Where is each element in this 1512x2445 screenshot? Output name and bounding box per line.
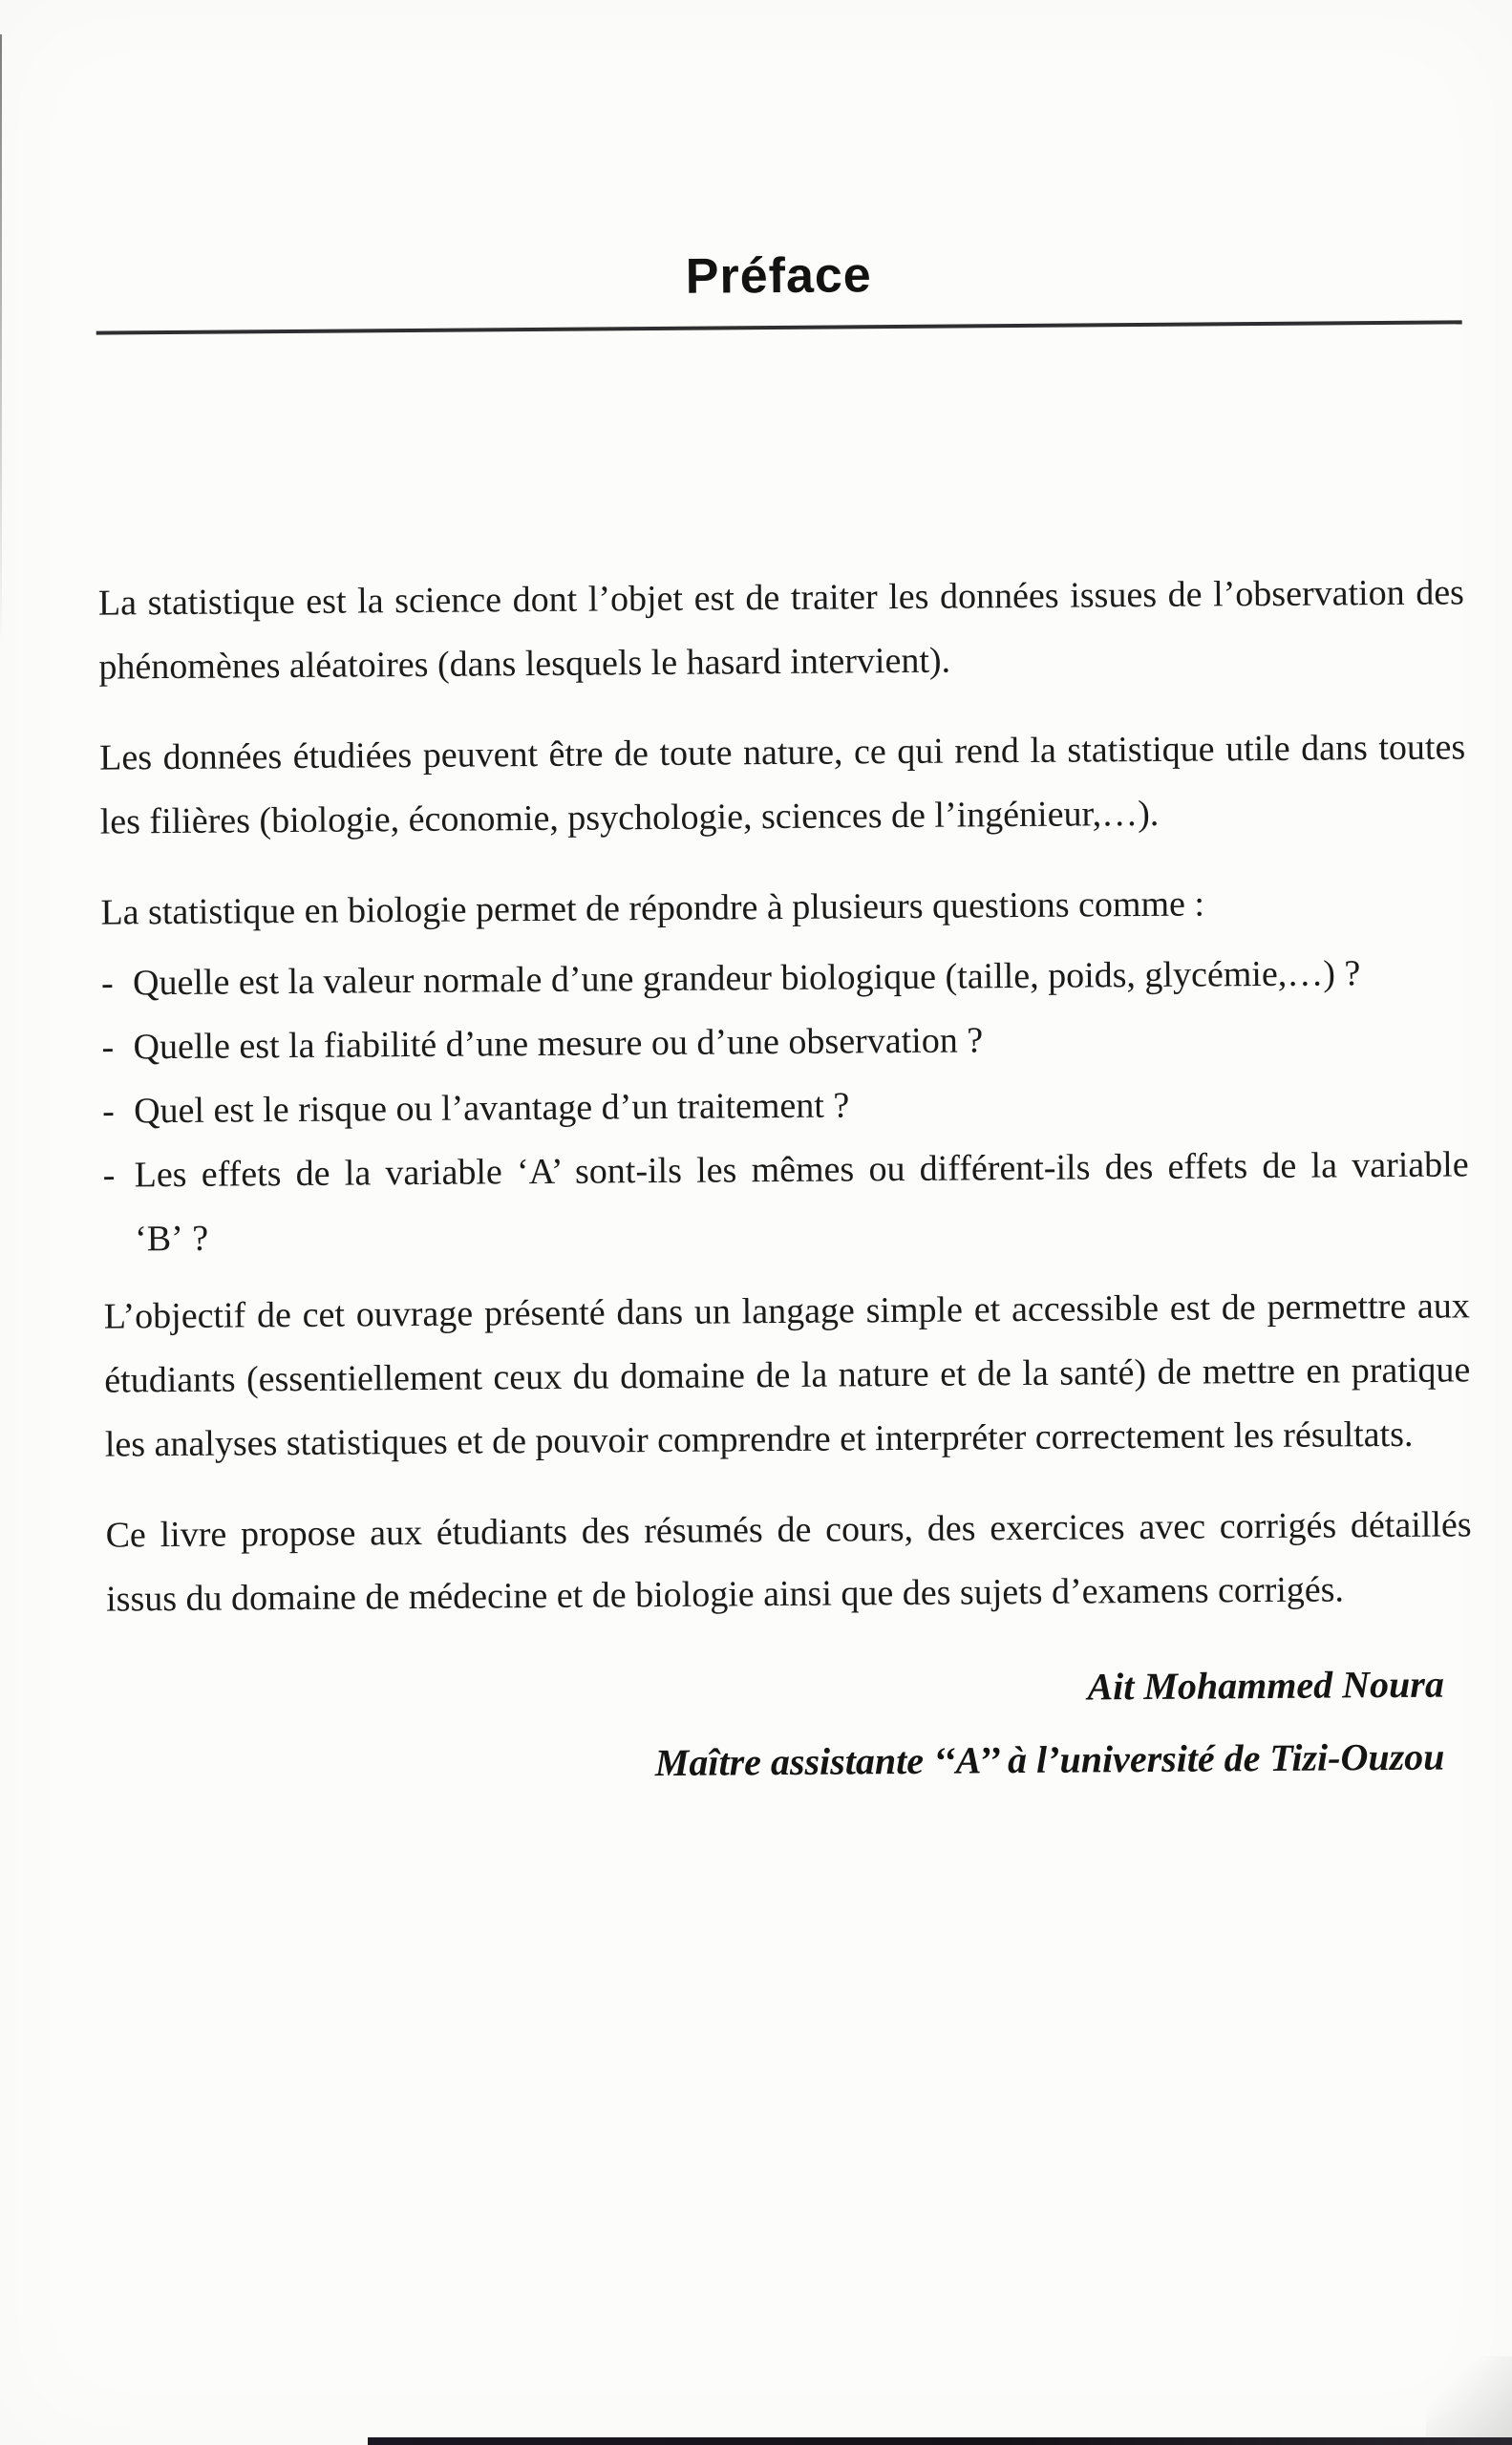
bullet-text: Quelle est la fiabilité d’une mesure ou d’une observation ? xyxy=(133,1020,984,1068)
page-title: Préface xyxy=(685,247,872,305)
bullet-dash-marker: - xyxy=(100,963,114,1004)
bullet-dash-marker: - xyxy=(101,1027,115,1068)
scan-bottom-edge-artifact xyxy=(368,2437,1512,2445)
questions-bullet-list xyxy=(101,941,1470,1271)
paragraph-definition-statistique: La statistique est la science dont l’objet est de traiter les données issues de l’observation des phénomènes aléatoires (dans lesquels le hasard intervient). xyxy=(97,572,1465,688)
scan-left-edge-artifact xyxy=(0,34,2,646)
page-content xyxy=(96,238,1474,1803)
paragraph-nature-des-donnees: Les données étudiées peuvent être de toute nature, ce qui rend la statistique utile dans toutes les filières (biologie, économie, psychologie, sciences de l’ingénieur,…). xyxy=(99,727,1466,842)
bullet-dash-marker: - xyxy=(102,1155,116,1196)
bullet-text: Quel est le risque ou l’avantage d’un traitement ? xyxy=(133,1085,850,1132)
bullet-text: Quelle est la valeur normale d’une grandeur biologique (taille, poids, glycémie,…) ? xyxy=(132,953,1361,1004)
paragraph-objectif-ouvrage: L’objectif de cet ouvrage présenté dans un langage simple et accessible est de permettre aux étudiants (essentiellement ceux du domaine de la nature et de la santé) de mettre en pratique les analyses statistiques et de pouvoir comprendre et interpréter correctement les résultats. xyxy=(103,1286,1471,1465)
bullet-dash-marker: - xyxy=(101,1091,115,1132)
signature-affiliation: Maître assistante ‘‘A’’ à l’université de Tizi-Ouzou xyxy=(654,1734,1445,1785)
list-item xyxy=(102,1133,1469,1271)
list-item xyxy=(102,1069,1468,1143)
title-underline-rule xyxy=(96,320,1462,334)
bullet-text: Les effets de la variable ‘A’ sont-ils les mêmes ou différent-ils des effets de la variable ‘B’ ? xyxy=(134,1144,1469,1260)
paragraph-questions-intro: La statistique en biologie permet de répondre à plusieurs questions comme : xyxy=(100,883,1205,933)
scan-corner-smudge-artifact xyxy=(1426,2356,1512,2437)
body-text xyxy=(98,561,1473,1631)
signature-block xyxy=(107,1648,1474,1803)
list-item xyxy=(101,941,1467,1015)
list-item xyxy=(101,1005,1467,1079)
signature-author: Ait Mohammed Noura xyxy=(1087,1662,1445,1709)
paragraph-contenu-livre: Ce livre propose aux étudiants des résumés de cours, des exercices avec corrigés détaillés issus du domaine de médecine et de biologie ainsi que des sujets d’examens corrigés. xyxy=(105,1504,1472,1620)
